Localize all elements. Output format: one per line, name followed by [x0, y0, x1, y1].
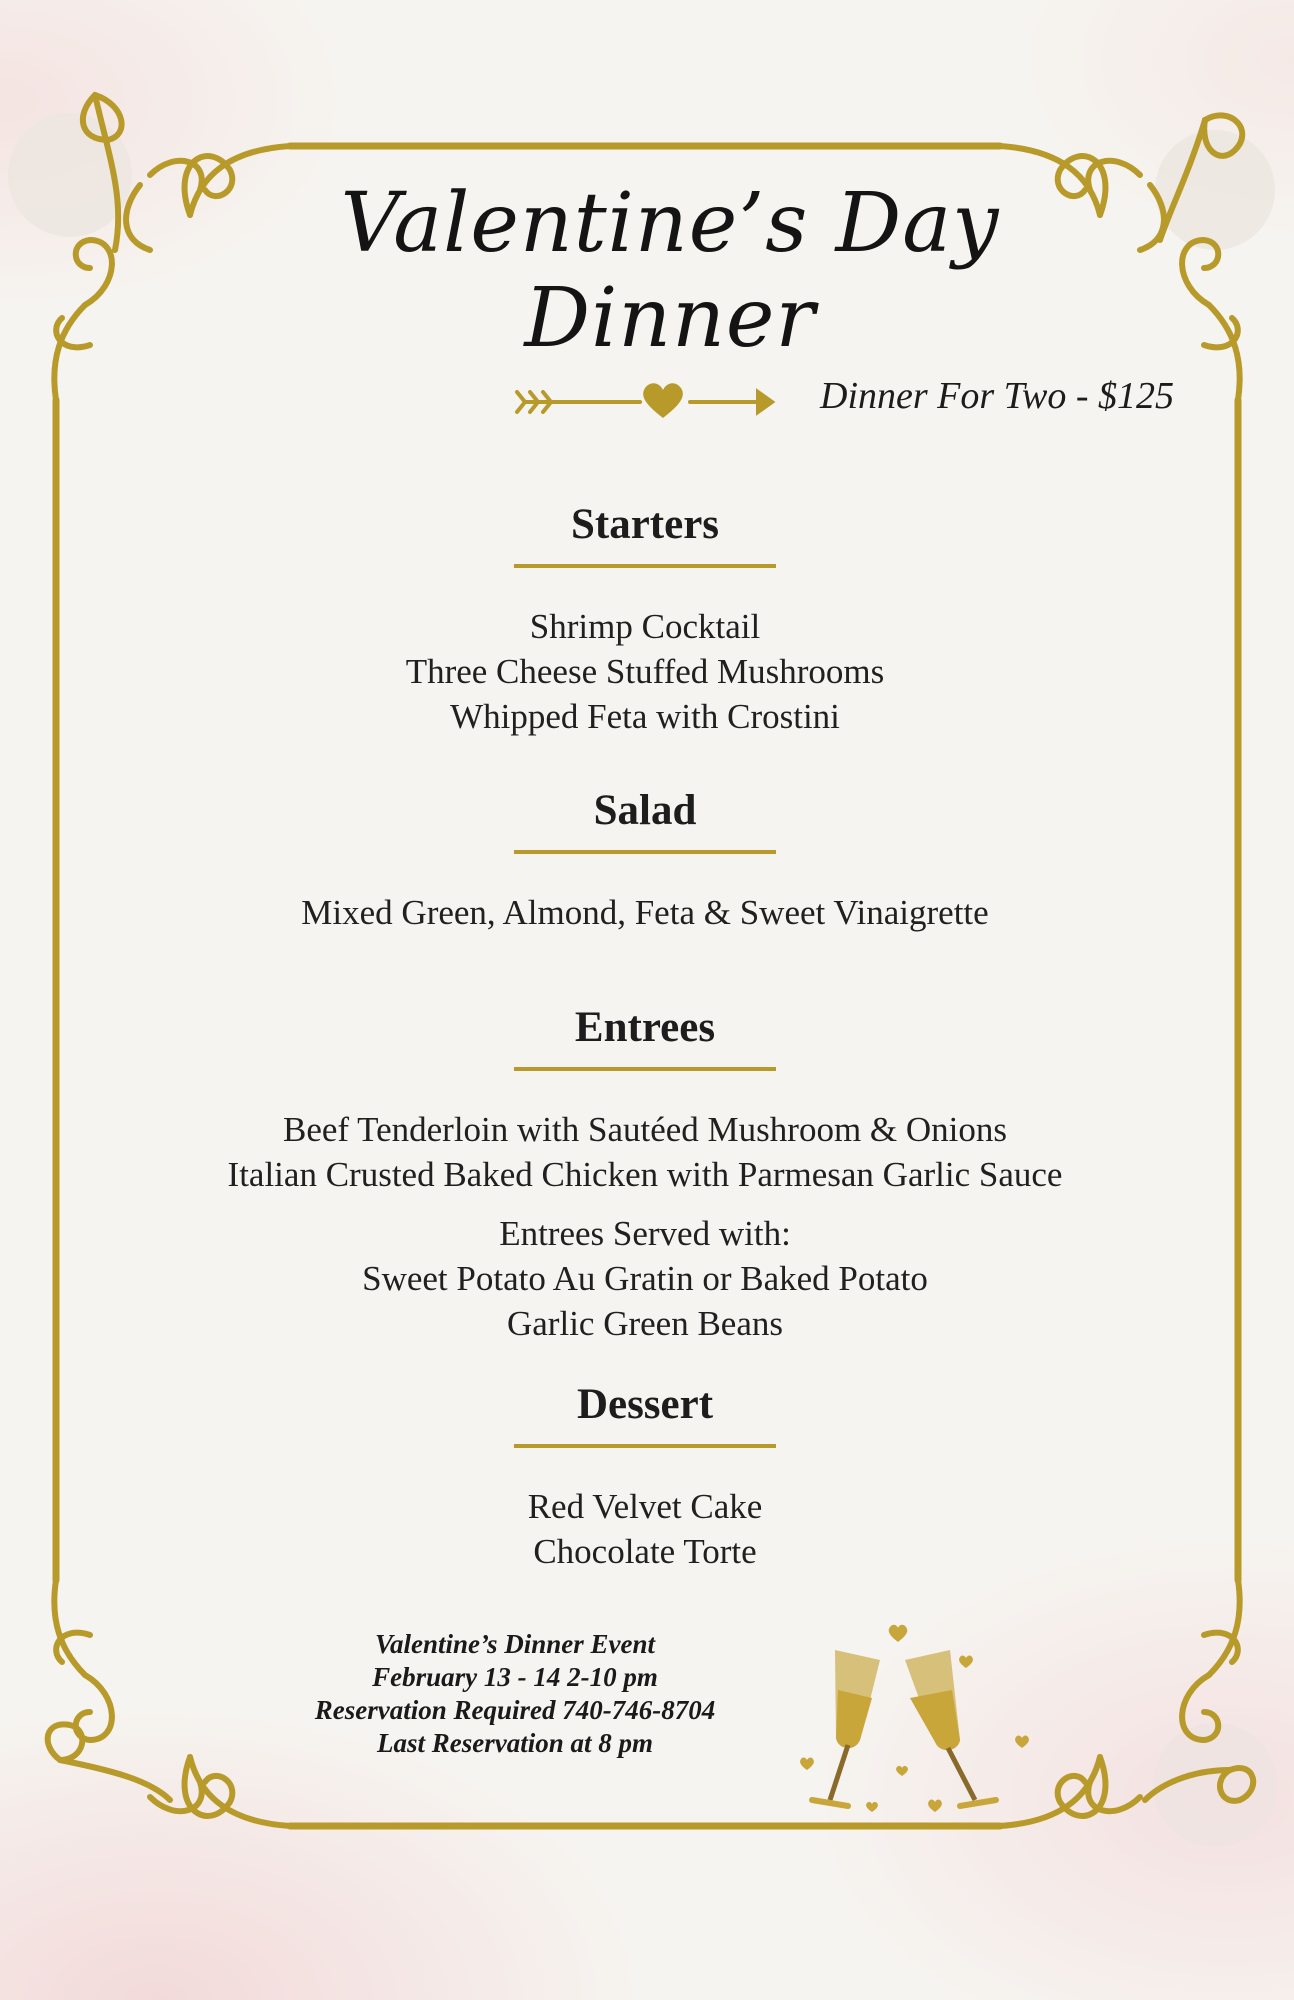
section-divider	[514, 1067, 776, 1071]
menu-item: Shrimp Cocktail	[529, 607, 761, 646]
page-title: Valentine’s Day Dinner	[340, 176, 1000, 366]
menu-item: Chocolate Torte	[533, 1532, 757, 1571]
menu-item: Beef Tenderloin with Sautéed Mushroom & Onions	[282, 1110, 1008, 1149]
section-heading: Entrees	[574, 1004, 716, 1051]
menu-item: Red Velvet Cake	[527, 1487, 763, 1526]
section-heading: Salad	[593, 787, 697, 834]
menu-item: Three Cheese Stuffed Mushrooms	[405, 652, 885, 691]
champagne-toast-icon	[800, 1625, 1029, 1812]
price-line: Dinner For Two - $125	[820, 375, 1174, 417]
section-heading: Starters	[570, 501, 720, 548]
menu-item: Mixed Green, Almond, Feta & Sweet Vinaigrette	[301, 893, 989, 932]
section-divider	[514, 1444, 776, 1448]
heart-icon	[643, 383, 683, 418]
event-dates: February 13 - 14 2-10 pm	[372, 1662, 658, 1692]
served-with-label: Entrees Served with:	[499, 1214, 791, 1253]
event-last-reservation: Last Reservation at 8 pm	[377, 1728, 653, 1758]
section-divider	[514, 850, 776, 854]
side-item: Sweet Potato Au Gratin or Baked Potato	[362, 1259, 928, 1298]
side-item: Garlic Green Beans	[507, 1304, 783, 1343]
event-info	[250, 1628, 780, 1760]
section-entrees	[140, 1003, 1150, 1346]
section-heading: Dessert	[576, 1381, 714, 1428]
section-salad	[140, 786, 1150, 935]
menu-item: Italian Crusted Baked Chicken with Parmesan Garlic Sauce	[227, 1155, 1063, 1194]
section-divider	[514, 564, 776, 568]
section-dessert	[140, 1380, 1150, 1574]
menu-item: Whipped Feta with Crostini	[450, 697, 840, 736]
event-name: Valentine’s Dinner Event	[374, 1629, 656, 1659]
section-starters	[140, 500, 1150, 739]
event-reservation: Reservation Required 740-746-8704	[314, 1695, 716, 1725]
